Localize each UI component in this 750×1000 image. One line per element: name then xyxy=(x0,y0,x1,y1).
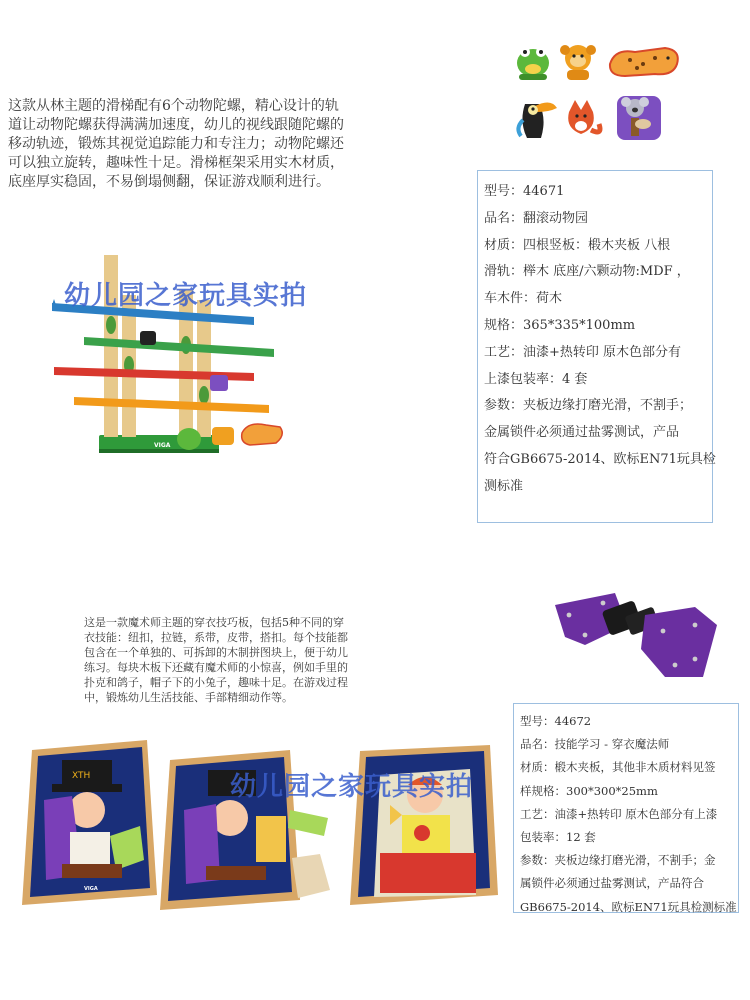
product1-spec-box xyxy=(477,170,716,523)
svg-text:VIGA: VIGA xyxy=(154,442,171,449)
koala-figure xyxy=(617,96,661,140)
spec-line: 车木件：荷木 xyxy=(484,291,563,307)
spec-line: 型号：44672 xyxy=(520,714,592,728)
spec-line: 品名：技能学习 - 穿衣魔法师 xyxy=(520,737,670,752)
spec-line: 品名：翻滚动物园 xyxy=(484,210,589,226)
spec-line: 工艺：油漆+热转印 原木色部分有 xyxy=(484,344,682,360)
svg-text:VIGA: VIGA xyxy=(84,886,98,892)
spec-line: 上漆包装率：4 套 xyxy=(484,371,588,387)
spec-line: 符合GB6675-2014、欧标EN71玩具检 xyxy=(484,451,716,467)
fox-figure xyxy=(568,100,600,134)
spec-line: 型号：44671 xyxy=(484,184,565,199)
spec-line: 参数：夹板边缘打磨光滑，不割手；金 xyxy=(520,853,716,868)
spec-line: 样规格：300*300*25mm xyxy=(520,783,658,798)
product1-watermark: 幼儿园之家玩具实拍 xyxy=(64,281,308,311)
spec-line: 包装率：12 套 xyxy=(520,830,596,845)
frog-figure xyxy=(517,47,549,80)
monkey-figure xyxy=(560,45,596,80)
spec-line: 测标准 xyxy=(484,478,524,494)
leopard-figure xyxy=(610,48,678,76)
animal-figures-photo xyxy=(505,38,685,148)
toucan-figure xyxy=(518,102,557,138)
product2-watermark: 幼儿园之家玩具实拍 xyxy=(230,772,474,802)
spec-line: 滑轨：榉木 底座/六颗动物:MDF ， xyxy=(484,264,690,280)
spec-line: 材质：椴木夹板，其他非木质材料见签 xyxy=(520,760,716,775)
product2-description: 这是一款魔术师主题的穿衣技巧板，包括5种不同的穿 衣技能：纽扣，拉链，系带，皮带，搭扣。每个技能都 包含在一个单独的、可拆卸的木制拼图块上，便于幼儿 练习。每块木板下还藏有魔术师的小惊喜，例如手里的 扑克和鸽子，帽子下的小兔子，趣味十足。在游戏过程 中，锻炼幼儿生活技能、手部精细动作等。 xyxy=(84,616,348,704)
svg-text:XTH: XTH xyxy=(72,771,91,781)
spec-line: 规格：365*335*100mm xyxy=(484,317,636,333)
spec-line: 材质：四根竖板：椴木夹板 八根 xyxy=(484,237,671,253)
product1-description: 这款从林主题的滑梯配有6个动物陀螺，精心设计的轨 道让动物陀螺获得满满加速度，幼儿的视线跟随陀螺的 移动轨迹，锻炼其视觉追踪能力和专注力；动物陀螺还 可以独立旋转，趣味性十足。滑梯框架采用实木材质， 底座厚实稳固，不易倒塌侧翻，保证游戏顺利进行。 xyxy=(8,98,344,190)
spec-line: 金属锁件必须通过盐雾测试，产品 xyxy=(484,425,680,441)
spec-line: GB6675-2014、欧标EN71玩具检测标准 xyxy=(520,899,737,914)
magician-board-photo-1 xyxy=(22,740,157,905)
spec-line: 属锁件必须通过盐雾测试，产品符合 xyxy=(520,876,704,891)
spec-line: 工艺：油漆+热转印 原木色部分有上漆 xyxy=(520,806,718,821)
buckle-photo xyxy=(545,585,730,685)
product2-spec-box xyxy=(513,703,739,913)
spec-line: 参数：夹板边缘打磨光滑，不割手； xyxy=(484,398,693,414)
